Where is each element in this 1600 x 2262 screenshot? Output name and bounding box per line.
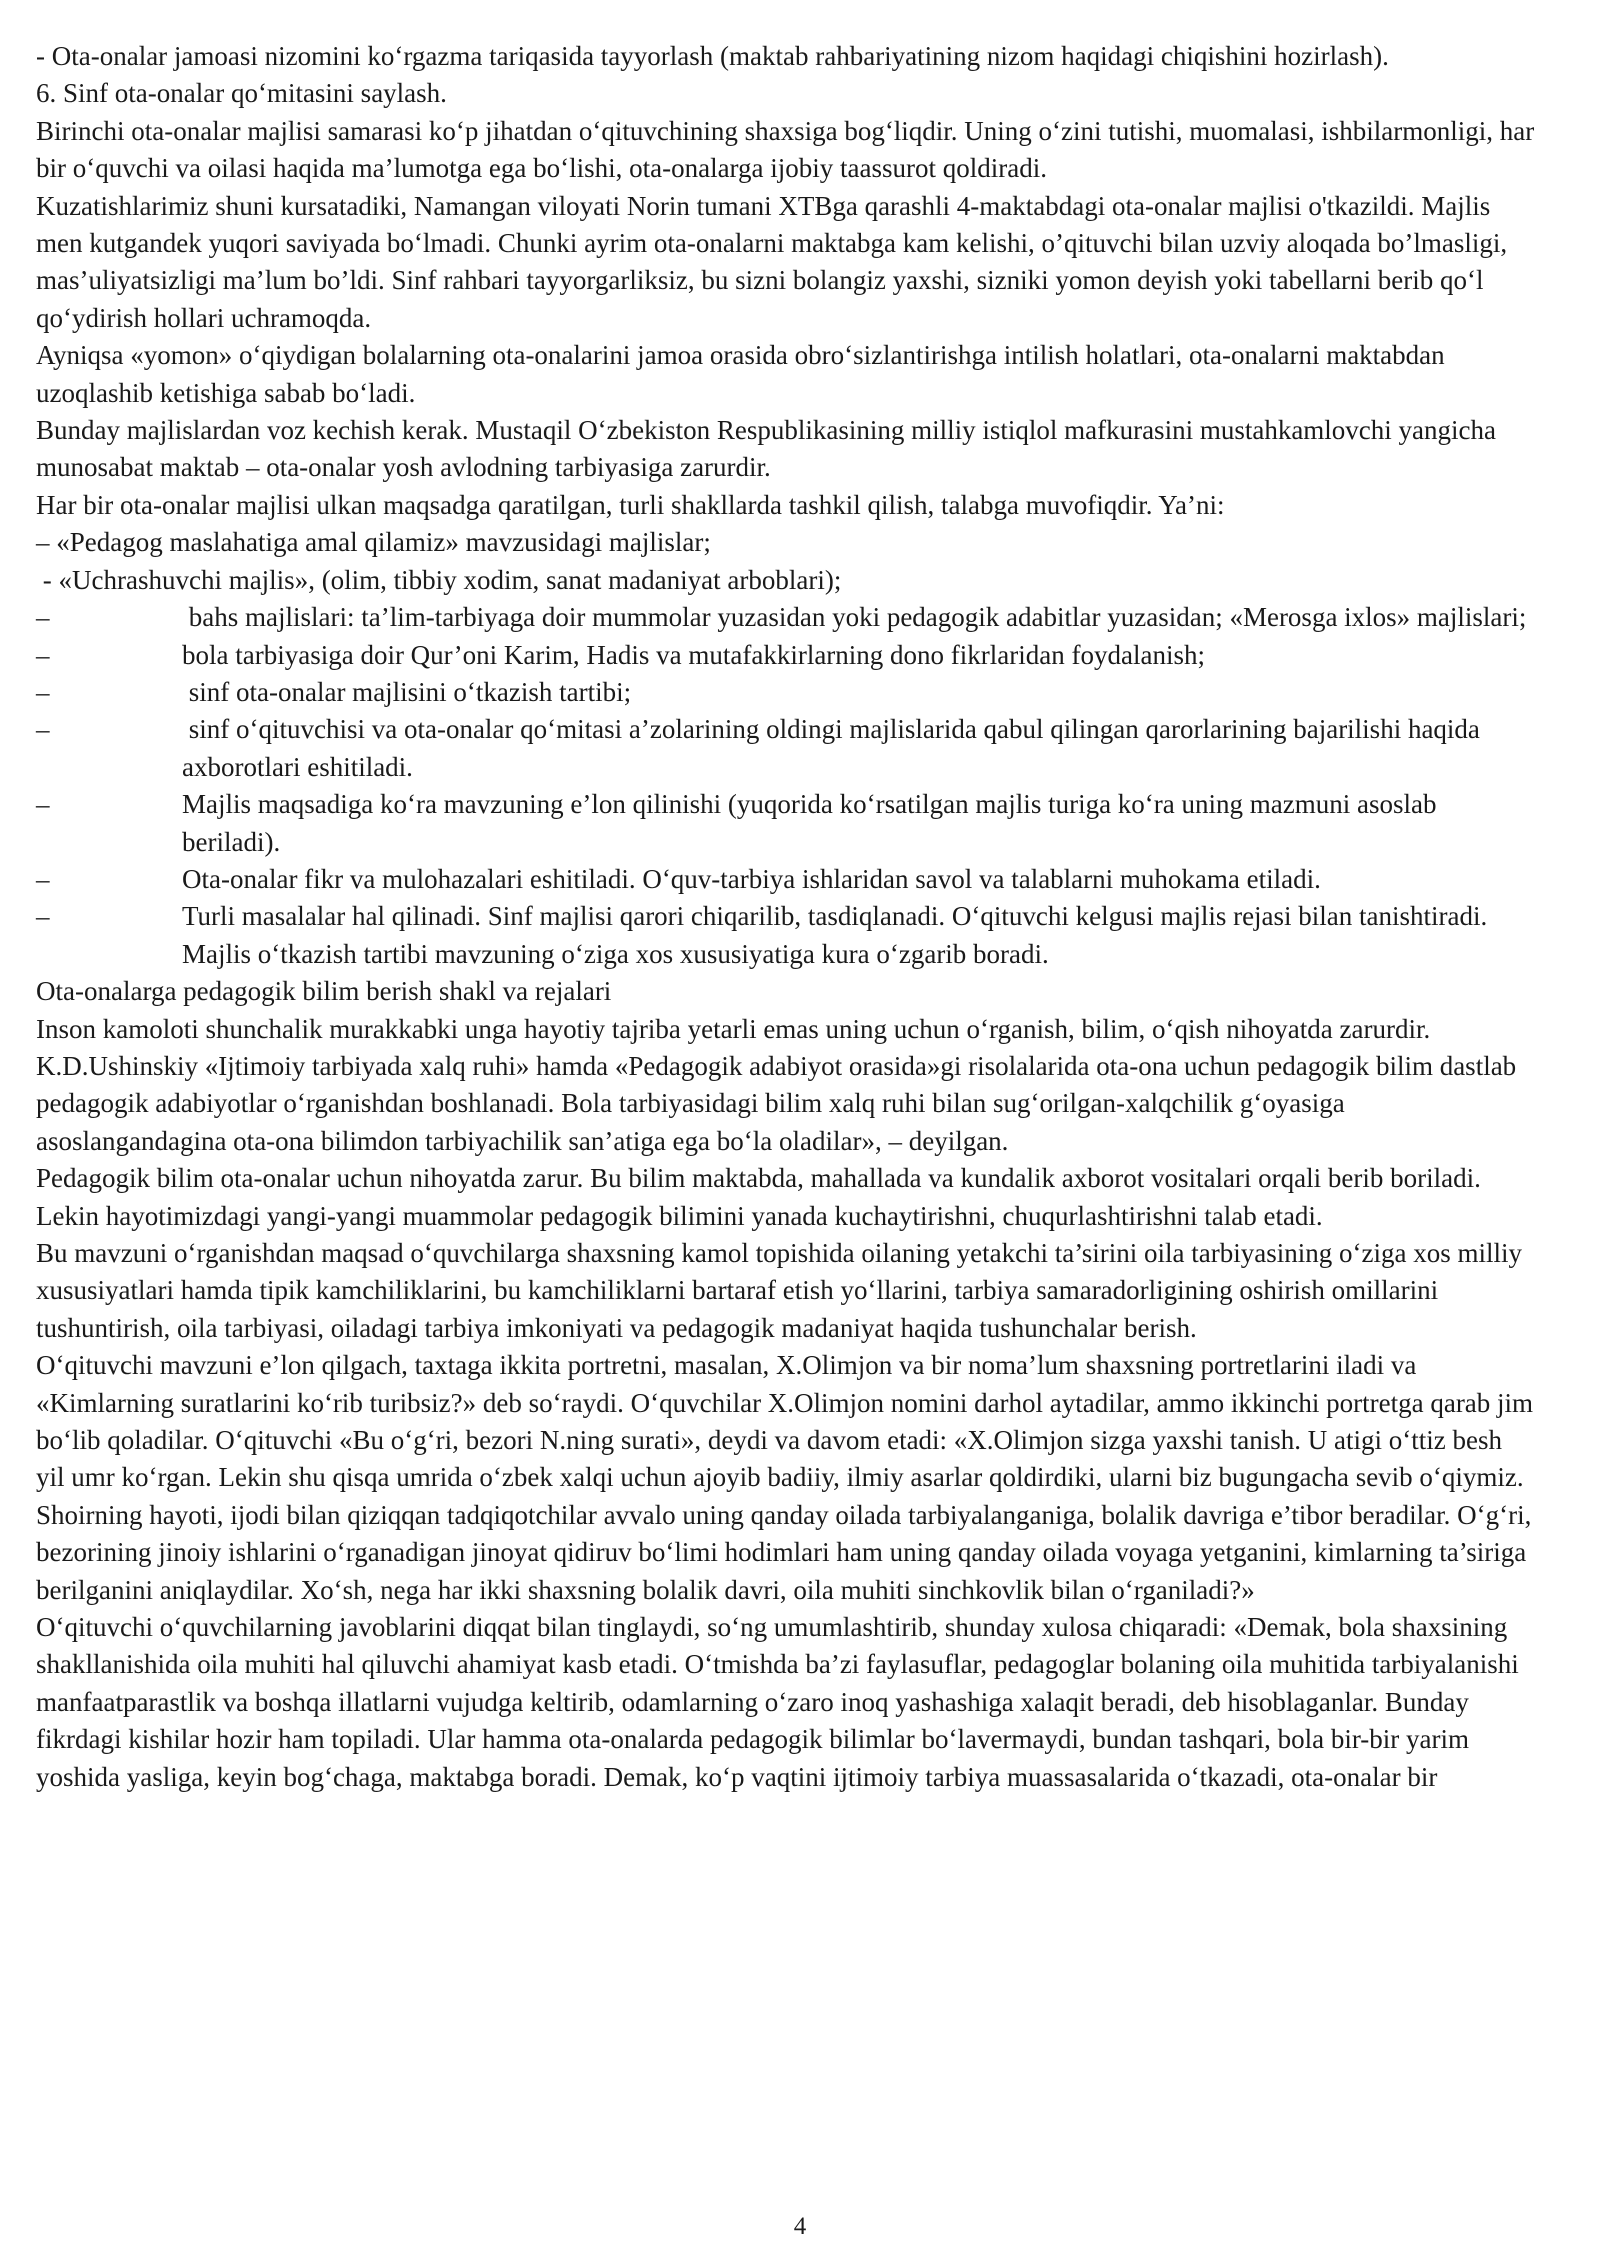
bullet-dash: – — [36, 901, 50, 932]
bullet-item — [36, 599, 1536, 636]
paragraph: Bu mavzuni o‘rganishdan maqsad o‘quvchilarga shaxsning kamol topishida oilaning yetakchi ta’sirini oila tarbiyasining o‘ziga xos milliy xususiyatlari hamda tipik kamchiliklarini, bu kamchiliklarni bartaraf etish yo‘llarini, tarbiya samaradorligining oshirish omillarini tushuntirish, oila tarbiyasi, oiladagi tarbiya imkoniyati va pedagogik madaniyat haqida tushunchalar berish. — [36, 1238, 1522, 1343]
bullet-item — [36, 786, 1536, 861]
paragraph: Bunday majlislardan voz kechish kerak. Mustaqil O‘zbekiston Respublikasining milliy istiqlol mafkurasini mustahkamlovchi yangicha munosabat maktab – ota-onalar yosh avlodning tarbiyasiga zarurdir. — [36, 415, 1496, 483]
page-number: 4 — [793, 2213, 807, 2240]
bullet-dash: – — [36, 789, 50, 820]
bullet-dash: – — [36, 602, 50, 633]
bullet-text: bahs majlislari: ta’lim-tarbiyaga doir mummolar yuzasidan yoki pedagogik adabitlar yuzasidan; «Merosga ixlos» majlislari; — [182, 602, 1527, 633]
bullet-item — [36, 674, 1536, 711]
bullet-text: Majlis maqsadiga ko‘ra mavzuning e’lon qilinishi (yuqorida ko‘rsatilgan majlis turiga ko‘ra uning mazmuni asoslab beriladi). — [182, 789, 1437, 857]
paragraph: Kuzatishlarimiz shuni kursatadiki, Namangan viloyati Norin tumani XTBga qarashli 4-maktabdagi ota-onalar majlisi o'tkazildi. Majlis men kutgandek yuqori saviyada bo‘lmadi. Chunki ayrim ota-onalarni maktabga kam kelishi, o’qituvchi bilan uzviy aloqada bo’lmasligi, mas’uliyatsizligi ma’lum bo’ldi. Sinf rahbari tayyorgarliksiz, bu sizni bolangiz yaxshi, sizniki yomon deyish yoki tabellarni berib qo‘l qo‘ydirish hollari uchramoqda. — [36, 190, 1508, 333]
bullet-text: Ota-onalar fikr va mulohazalari eshitiladi. O‘quv-tarbiya ishlaridan savol va talablarni muhokama etiladi. — [182, 863, 1321, 894]
document-page — [36, 38, 1536, 1796]
list-line: – «Pedagog maslahatiga amal qilamiz» mavzusidagi majlislar; — [36, 527, 711, 558]
paragraph: Birinchi ota-onalar majlisi samarasi ko‘p jihatdan o‘qituvchining shaxsiga bog‘liqdir. Uning o‘zini tutishi, muomalasi, ishbilarmonligi, har bir o‘quvchi va oilasi haqida ma’lumotga ega bo‘lishi, ota-onalarga ijobiy taassurot qoldiradi. — [36, 115, 1535, 184]
bullet-dash: – — [36, 676, 50, 707]
bullet-dash: – — [36, 863, 50, 894]
bullet-text: sinf ota-onalar majlisini o‘tkazish tartibi; — [182, 676, 632, 707]
paragraph: O‘qituvchi mavzuni e’lon qilgach, taxtaga ikkita portretni, masalan, X.Olimjon va bir noma’lum shaxsning portretlarini iladi va «Kimlarning suratlarini ko‘rib turibsiz?» deb so‘raydi. O‘quvchilar X.Olimjon nomini darhol aytadilar, ammo ikkinchi portretga qarab jim bo‘lib qoladilar. O‘qituvchi «Bu o‘g‘ri, bezori N.ning surati», deydi va davom etadi: «X.Olimjon sizga yaxshi tanish. U atigi o‘ttiz besh yil umr ko‘rgan. Lekin shu qisqa umrida o‘zbek xalqi uchun ajoyib badiiy, ilmiy asarlar qoldirdiki, ularni biz bugungacha sevib o‘qiymiz. Shoirning hayoti, ijodi bilan qiziqqan tadqiqotchilar avvalo uning qanday oilada tarbiyalanganiga, bolalik davriga e’tibor beradilar. O‘g‘ri, bezorining jinoiy ishlarini o‘rganadigan jinoyat qidiruv bo‘limi hodimlari ham uning qanday oilada voyaga yetganini, kimlarning ta’siriga berilganini aniqlaydilar. Xo‘sh, nega har ikki shaxsning bolalik davri, oila muhiti sinchkovlik bilan o‘rganiladi?» — [36, 1350, 1534, 1605]
bullet-item — [36, 898, 1536, 973]
paragraph: 6. Sinf ota-onalar qo‘mitasini saylash. — [36, 78, 447, 109]
list-line: - «Uchrashuvchi majlis», (olim, tibbiy xodim, sanat madaniyat arboblari); — [36, 564, 842, 595]
bullet-dash: – — [36, 714, 50, 745]
bullet-item — [36, 711, 1536, 786]
bullet-text: bola tarbiyasiga doir Qur’oni Karim, Hadis va mutafakkirlarning dono fikrlaridan foydalanish; — [182, 639, 1205, 670]
paragraph: O‘qituvchi o‘quvchilarning javoblarini diqqat bilan tinglaydi, so‘ng umumlashtirib, shunday xulosa chiqaradi: «Demak, bola shaxsining shakllanishida oila muhiti hal qiluvchi ahamiyat kasb etadi. O‘tmishda ba’zi faylasuflar, pedagoglar bolaning oila muhitida tarbiyalanishi manfaatparastlik va boshqa illatlarni vujudga keltirib, odamlarning o‘zaro inoq yashashiga xalaqit beradi, deb hisoblaganlar. Bunday fikrdagi kishilar hozir ham topiladi. Ular hamma ota-onalarda pedagogik bilimlar bo‘lavermaydi, bundan tashqari, bola bir-bir yarim yoshida yasliga, keyin bog‘chaga, maktabga boradi. Demak, ko‘p vaqtini ijtimoiy tarbiya muassasalarida o‘tkazadi, ota-onalar bir — [36, 1612, 1519, 1792]
bullet-item — [36, 861, 1536, 898]
bullet-dash: – — [36, 639, 50, 670]
paragraph: Inson kamoloti shunchalik murakkabki unga hayotiy tajriba yetarli emas uning uchun o‘rganish, bilim, o‘qish nihoyatda zarurdir. K.D.Ushinskiy «Ijtimoiy tarbiyada xalq ruhi» hamda «Pedagogik adabiyot orasida»gi risolalarida ota-ona uchun pedagogik bilim dastlab pedagogik adabiyotlar o‘rganishdan boshlanadi. Bola tarbiyasidagi bilim xalq ruhi bilan sug‘orilgan-xalqchilik g‘oyasiga asoslangandagina ota-ona bilimdon tarbiyachilik san’atiga ega bo‘la oladilar», – deyilgan. — [36, 1013, 1517, 1156]
bullet-item — [36, 637, 1536, 674]
bullet-text: sinf o‘qituvchisi va ota-onalar qo‘mitasi a’zolarining oldingi majlislarida qabul qilingan qarorlarining bajarilishi haqida axborotlari eshitiladi. — [182, 714, 1487, 782]
section-heading: Ota-onalarga pedagogik bilim berish shakl va rejalari — [36, 976, 612, 1007]
paragraph: Ayniqsa «yomon» o‘qiydigan bolalarning ota-onalarini jamoa orasida obro‘sizlantirishga intilish holatlari, ota-onalarni maktabdan uzoqlashib ketishiga sabab bo‘ladi. — [36, 340, 1445, 408]
paragraph: Har bir ota-onalar majlisi ulkan maqsadga qaratilgan, turli shakllarda tashkil qilish, talabga muvofiqdir. Ya’ni: — [36, 489, 1225, 520]
paragraph: - Ota-onalar jamoasi nizomini ko‘rgazma tariqasida tayyorlash (maktab rahbariyatining nizom haqidagi chiqishini hozirlash). — [36, 41, 1389, 71]
bullet-text: Turli masalalar hal qilinadi. Sinf majlisi qarori chiqarilib, tasdiqlanadi. O‘qituvchi kelgusi majlis rejasi bilan tanishtiradi. Majlis o‘tkazish tartibi mavzuning o‘ziga xos xususiyatiga kura o‘zgarib boradi. — [182, 901, 1488, 969]
paragraph: Pedagogik bilim ota-onalar uchun nihoyatda zarur. Bu bilim maktabda, mahallada va kundalik axborot vositalari orqali berib boriladi. Lekin hayotimizdagi yangi-yangi muammolar pedagogik bilimini yanada kuchaytirishni, chuqurlashtirishni talab etadi. — [36, 1163, 1481, 1231]
